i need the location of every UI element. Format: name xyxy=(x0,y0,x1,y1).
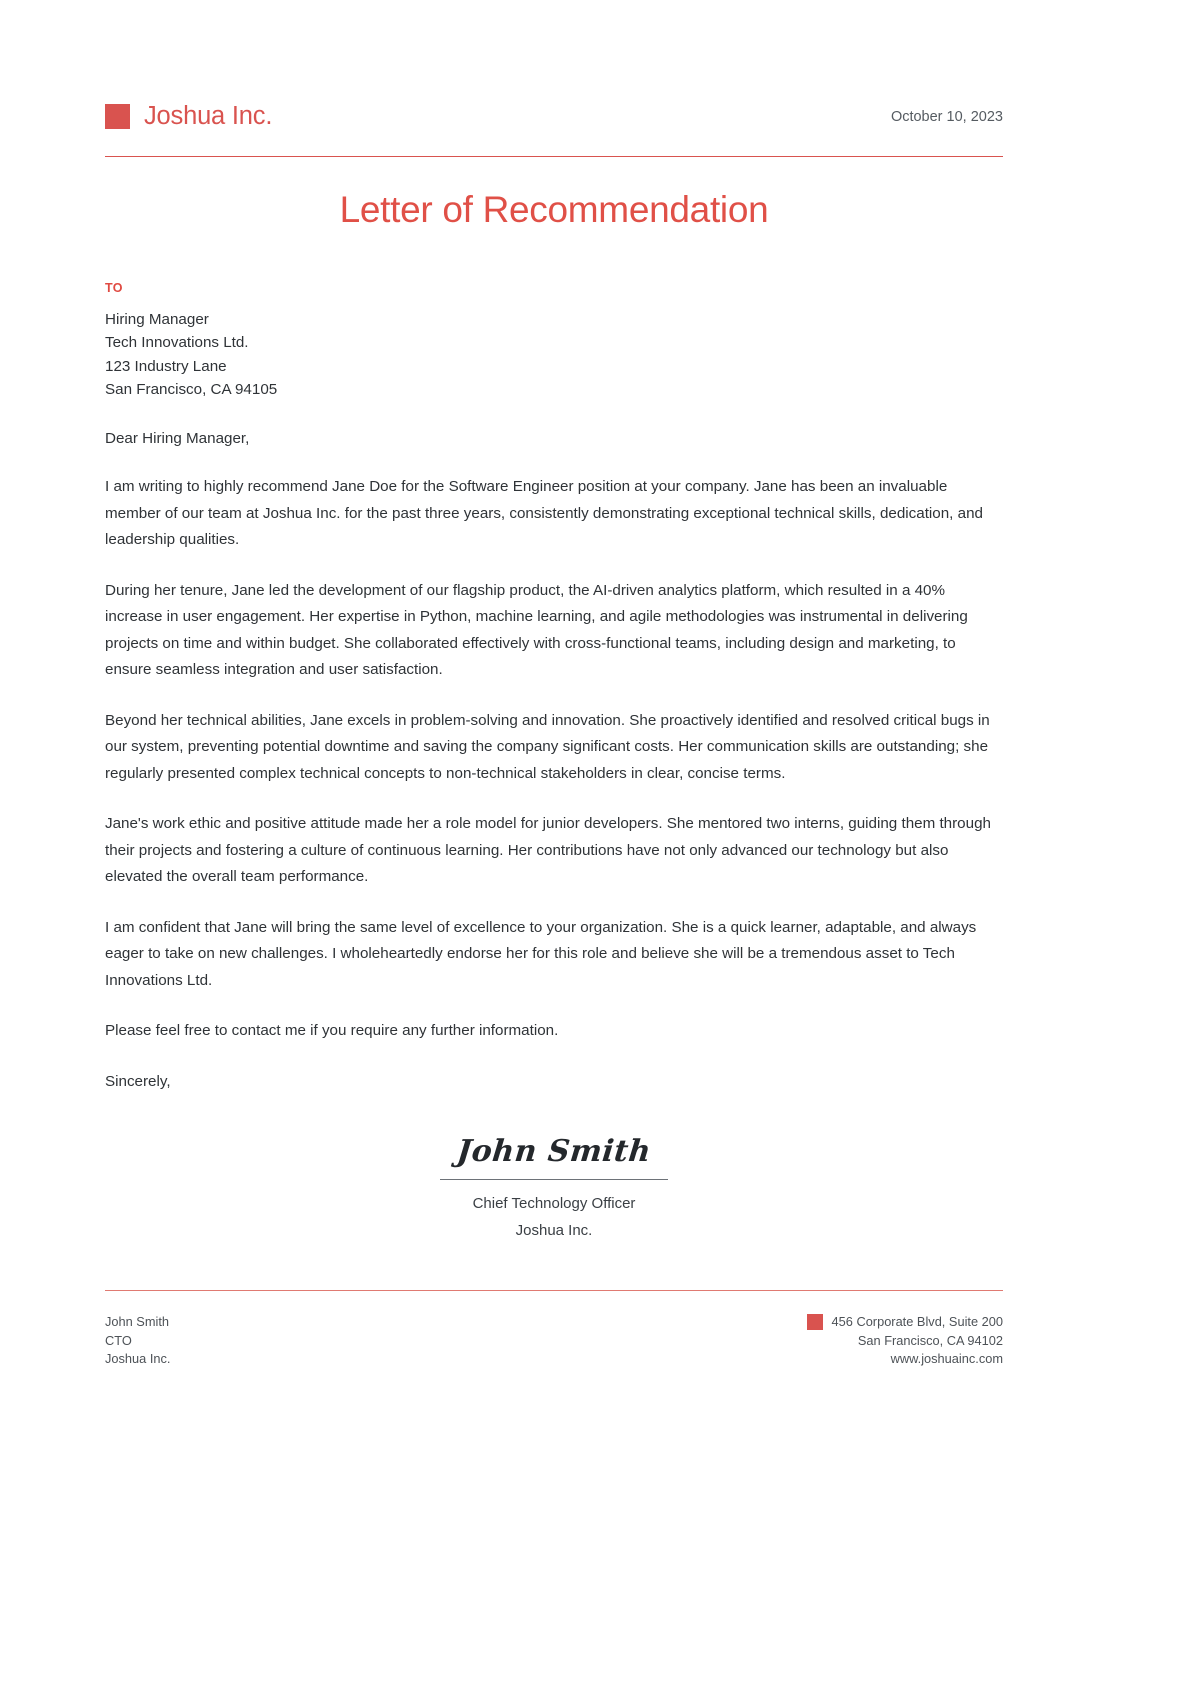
footer-address-line: San Francisco, CA 94102 xyxy=(857,1332,1003,1348)
handwritten-signature: John Smith xyxy=(455,1134,653,1169)
footer-divider xyxy=(105,1290,1003,1291)
body-paragraph: I am confident that Jane will bring the same level of excellence to your organization. She is a quick learner, adaptable, and always eager to take on new challenges. I wholeheartedly endorse her for this role and believe she will be a tremendous asset to Tech Innovations Ltd. xyxy=(105,918,977,989)
letter-sheet xyxy=(105,0,1003,1369)
footer-sender-line: John Smith xyxy=(105,1314,170,1329)
body-paragraph: Beyond her technical abilities, Jane excels in problem-solving and innovation. She proactively identified and resolved critical bugs in our system, preventing potential downtime and saving the company significant costs. Her communication skills are outstanding; she regularly presented complex technical concepts to non-technical stakeholders in clear, concise terms. xyxy=(105,711,990,782)
footer-company-lines xyxy=(832,1313,1003,1369)
closing: Sincerely, xyxy=(105,1072,171,1090)
footer-sender-line: Joshua Inc. xyxy=(105,1351,171,1366)
signature-line xyxy=(440,1179,668,1180)
recipient-line: Hiring Manager xyxy=(105,310,209,328)
page-title: Letter of Recommendation xyxy=(339,188,769,230)
body-paragraph: I am writing to highly recommend Jane Doe for the Software Engineer position at your company. Jane has been an invaluable member of our team at Joshua Inc. for the past three years, consistently demonstrating exceptional technical skills, dedication, and leadership qualities. xyxy=(105,478,983,548)
footer-sender-line: CTO xyxy=(105,1332,132,1348)
footer-website[interactable]: www.joshuainc.com xyxy=(890,1351,1003,1366)
signature-role: Chief Technology Officer xyxy=(472,1195,636,1212)
brand xyxy=(105,104,272,130)
brand-name: Joshua Inc. xyxy=(144,102,273,130)
recipient-label: TO xyxy=(105,280,123,295)
footer-square-icon xyxy=(807,1314,823,1330)
body-paragraph: During her tenure, Jane led the development of our flagship product, the AI-driven analytics platform, which resulted in a 40% increase in user engagement. Her expertise in Python, machine learning, and agile methodologies was instrumental in delivering projects on time and within budget. She collaborated effectively with cross-functional teams, including design and marketing, to ensure seamless integration and user satisfaction. xyxy=(105,581,968,678)
recipient-line: 123 Industry Lane xyxy=(105,357,227,375)
brand-square-icon xyxy=(105,104,130,129)
body-paragraph: Jane's work ethic and positive attitude made her a role model for junior developers. She mentored two interns, guiding them through their projects and fostering a culture of continuous learning. Her contributions have not only advanced our technology but also elevated the overall team performance. xyxy=(105,815,991,885)
recipient-line: San Francisco, CA 94105 xyxy=(105,381,278,398)
contact-note: Please feel free to contact me if you require any further information. xyxy=(105,1022,559,1039)
footer-company-info xyxy=(807,1313,1003,1369)
letter-date: October 10, 2023 xyxy=(890,108,1003,125)
signature-inner xyxy=(440,1131,668,1242)
footer-address-line: 456 Corporate Blvd, Suite 200 xyxy=(831,1314,1003,1329)
salutation: Dear Hiring Manager, xyxy=(105,429,250,447)
signature-block xyxy=(105,1131,1003,1242)
signature-company: Joshua Inc. xyxy=(515,1222,593,1239)
letter-header xyxy=(105,0,1003,130)
letter-footer xyxy=(105,1313,1003,1369)
footer-sender xyxy=(105,1313,170,1369)
recipient-address xyxy=(105,308,1003,402)
recipient-line: Tech Innovations Ltd. xyxy=(105,334,249,351)
header-divider xyxy=(105,156,1003,157)
